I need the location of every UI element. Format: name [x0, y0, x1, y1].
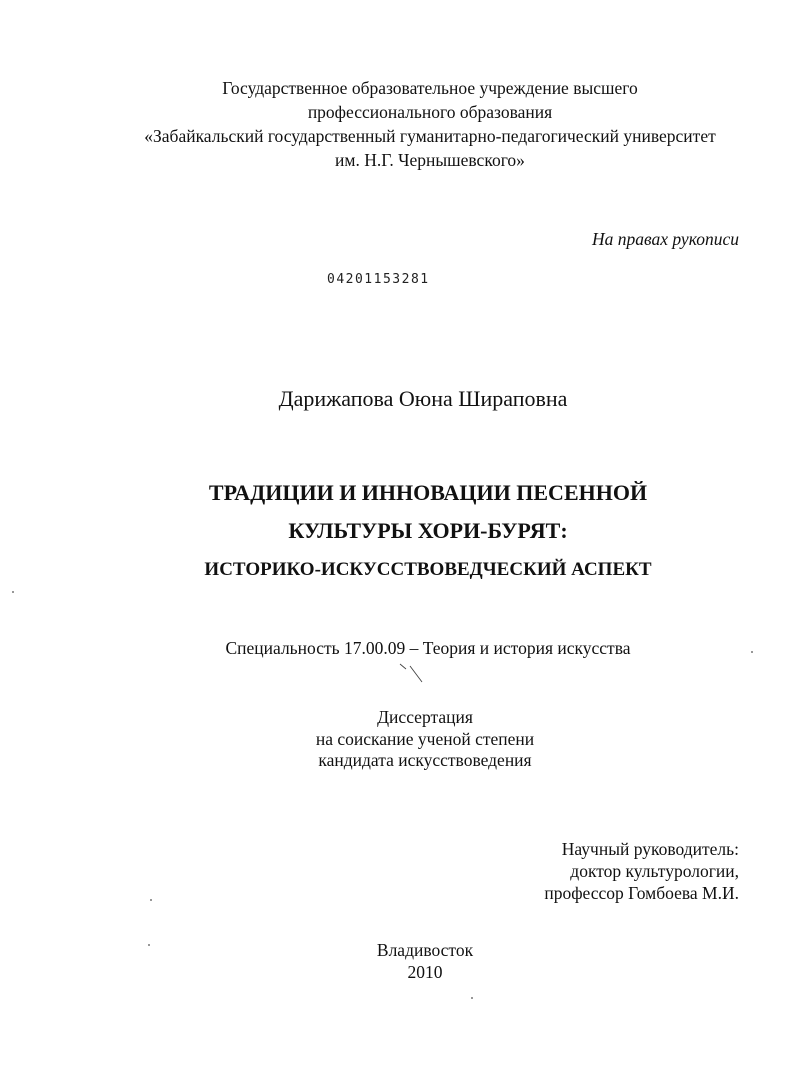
city: Владивосток	[376, 940, 474, 960]
advisor-line: доктор культурологии,	[570, 861, 739, 881]
advisor-line: Научный руководитель:	[561, 839, 739, 859]
dissertation-type	[0, 707, 792, 772]
title-line: ТРАДИЦИИ И ИННОВАЦИИ ПЕСЕННОЙ	[208, 480, 648, 505]
advisor-line: профессор Гомбоева М.И.	[544, 883, 739, 903]
scan-speck	[751, 651, 753, 653]
dissertation-line: на соискание ученой степени	[315, 728, 535, 749]
scan-speck	[150, 899, 152, 901]
title-line: ИСТОРИКО-ИСКУССТВОВЕДЧЕСКИЙ АСПЕКТ	[204, 559, 652, 580]
institution-line: им. Н.Г. Чернышевского»	[335, 150, 525, 170]
author-name: Дарижапова Оюна Шираповна	[278, 386, 568, 411]
dissertation-line: Диссертация	[377, 707, 473, 727]
scan-speck	[12, 591, 14, 593]
scan-speck	[471, 997, 473, 999]
scientific-advisor	[544, 838, 739, 904]
pen-mark	[396, 660, 426, 684]
year: 2010	[407, 962, 443, 982]
institution-line: Государственное образовательное учреждение высшего	[222, 78, 638, 98]
institution-line: профессионального образования	[307, 102, 553, 122]
scan-speck	[148, 944, 150, 946]
institution-header	[0, 76, 792, 172]
institution-line: «Забайкальский государственный гуманитарно-педагогический университет	[144, 126, 716, 146]
rights-note: На правах рукописи	[592, 229, 739, 249]
city-and-year	[0, 939, 792, 983]
dissertation-title	[0, 474, 792, 590]
dissertation-line: кандидата искусствоведения	[318, 750, 532, 770]
title-line: КУЛЬТУРЫ ХОРИ-БУРЯТ:	[288, 518, 568, 543]
specialty: Специальность 17.00.09 – Теория и история искусства	[225, 638, 631, 658]
catalog-code: 04201153281	[327, 272, 430, 287]
